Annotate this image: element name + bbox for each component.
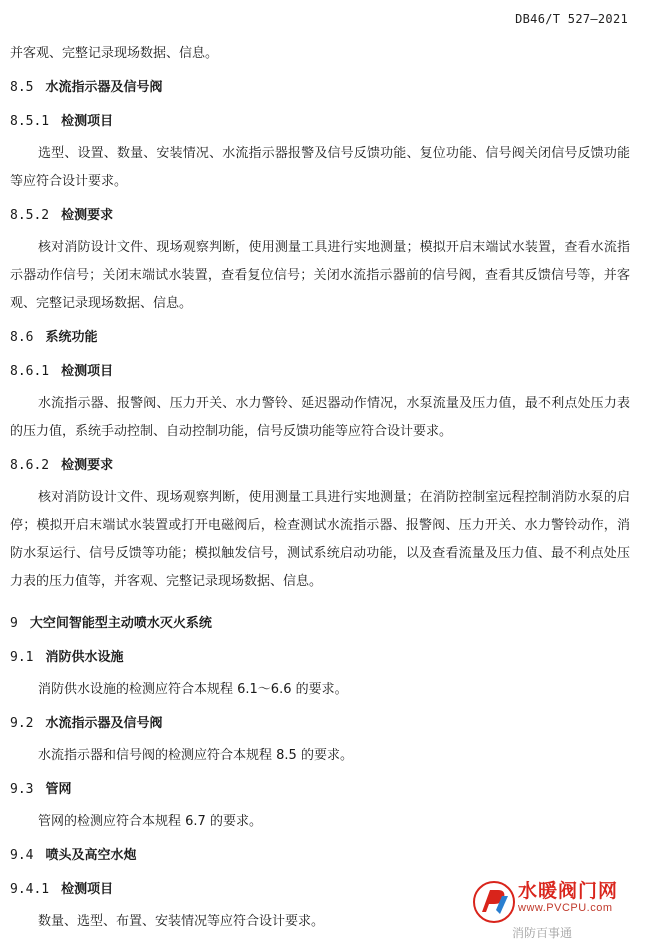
heading-9 xyxy=(10,610,630,638)
document-code: DB46/T 527—2021 xyxy=(515,12,628,26)
paragraph-9-1: 消防供水设施的检测应符合本规程 6.1～6.6 的要求。 xyxy=(38,682,348,697)
heading-number: 9.1 xyxy=(10,650,34,665)
document-body xyxy=(10,40,630,942)
heading-9-3 xyxy=(10,776,630,804)
watermark-title: 水暖阀门网 xyxy=(518,880,619,902)
heading-number: 9.3 xyxy=(10,782,34,797)
heading-title: 系统功能 xyxy=(45,330,98,345)
heading-title: 水流指示器及信号阀 xyxy=(45,716,163,731)
heading-title: 检测要求 xyxy=(61,208,114,223)
heading-title: 检测项目 xyxy=(61,882,114,897)
heading-number: 8.5.2 xyxy=(10,208,50,223)
heading-title: 管网 xyxy=(45,782,72,797)
heading-number: 9.4.1 xyxy=(10,882,50,897)
heading-number: 8.5.1 xyxy=(10,114,50,129)
heading-8-6-2 xyxy=(10,452,630,480)
paragraph-8-6-2: 核对消防设计文件、现场观察判断，使用测量工具进行实地测量；在消防控制室远程控制消防水泵的启停；模拟开启末端试水装置或打开电磁阀后，检查测试水流指示器、报警阀、压力开关、水力警铃动作，消防水泵运行、信号反馈等功能；模拟触发信号，测试系统启动功能，以及查看流量及压力值、最不利点处压力表的压力值等，并客观、完整记录现场数据、信息。 xyxy=(10,490,630,589)
paragraph-9-3: 管网的检测应符合本规程 6.7 的要求。 xyxy=(38,814,262,829)
heading-title: 检测项目 xyxy=(61,364,114,379)
heading-8-5 xyxy=(10,74,630,102)
paragraph-8-5-1: 选型、设置、数量、安装情况、水流指示器报警及信号反馈功能、复位功能、信号阀关闭信号反馈功能等应符合设计要求。 xyxy=(10,146,630,189)
heading-title: 检测项目 xyxy=(61,114,114,129)
paragraph-9-4-1: 数量、选型、布置、安装情况等应符合设计要求。 xyxy=(38,914,325,929)
heading-title: 大空间智能型主动喷水灭火系统 xyxy=(29,616,212,631)
watermark-url: www.PVCPU.com xyxy=(518,902,613,914)
heading-8-6 xyxy=(10,324,630,352)
heading-title: 喷头及高空水炮 xyxy=(45,848,137,863)
heading-8-5-2 xyxy=(10,202,630,230)
heading-number: 8.6.1 xyxy=(10,364,50,379)
heading-title: 水流指示器及信号阀 xyxy=(45,80,163,95)
pv-logo-icon xyxy=(472,880,516,924)
heading-title: 检测要求 xyxy=(61,458,114,473)
heading-8-5-1 xyxy=(10,108,630,136)
paragraph-8-5-2: 核对消防设计文件、现场观察判断，使用测量工具进行实地测量；模拟开启末端试水装置，查看水流指示器动作信号；关闭末端试水装置，查看复位信号；关闭水流指示器前的信号阀，查看其反馈信号等，并客观、完整记录现场数据、信息。 xyxy=(10,240,630,311)
heading-title: 消防供水设施 xyxy=(45,650,124,665)
heading-number: 9 xyxy=(10,616,18,631)
heading-number: 9.4 xyxy=(10,848,34,863)
heading-8-6-1 xyxy=(10,358,630,386)
watermark-subtitle: 消防百事通 xyxy=(512,926,573,940)
heading-9-1 xyxy=(10,644,630,672)
heading-number: 8.5 xyxy=(10,80,34,95)
heading-9-2 xyxy=(10,710,630,738)
heading-number: 9.2 xyxy=(10,716,34,731)
continuation-line: 并客观、完整记录现场数据、信息。 xyxy=(10,46,219,61)
paragraph-8-6-1: 水流指示器、报警阀、压力开关、水力警铃、延迟器动作情况，水泵流量及压力值，最不利点处压力表的压力值，系统手动控制、自动控制功能，信号反馈功能等应符合设计要求。 xyxy=(10,396,630,439)
heading-number: 8.6 xyxy=(10,330,34,345)
heading-number: 8.6.2 xyxy=(10,458,50,473)
paragraph-9-2: 水流指示器和信号阀的检测应符合本规程 8.5 的要求。 xyxy=(38,748,353,763)
site-watermark xyxy=(472,874,642,946)
heading-9-4 xyxy=(10,842,630,870)
